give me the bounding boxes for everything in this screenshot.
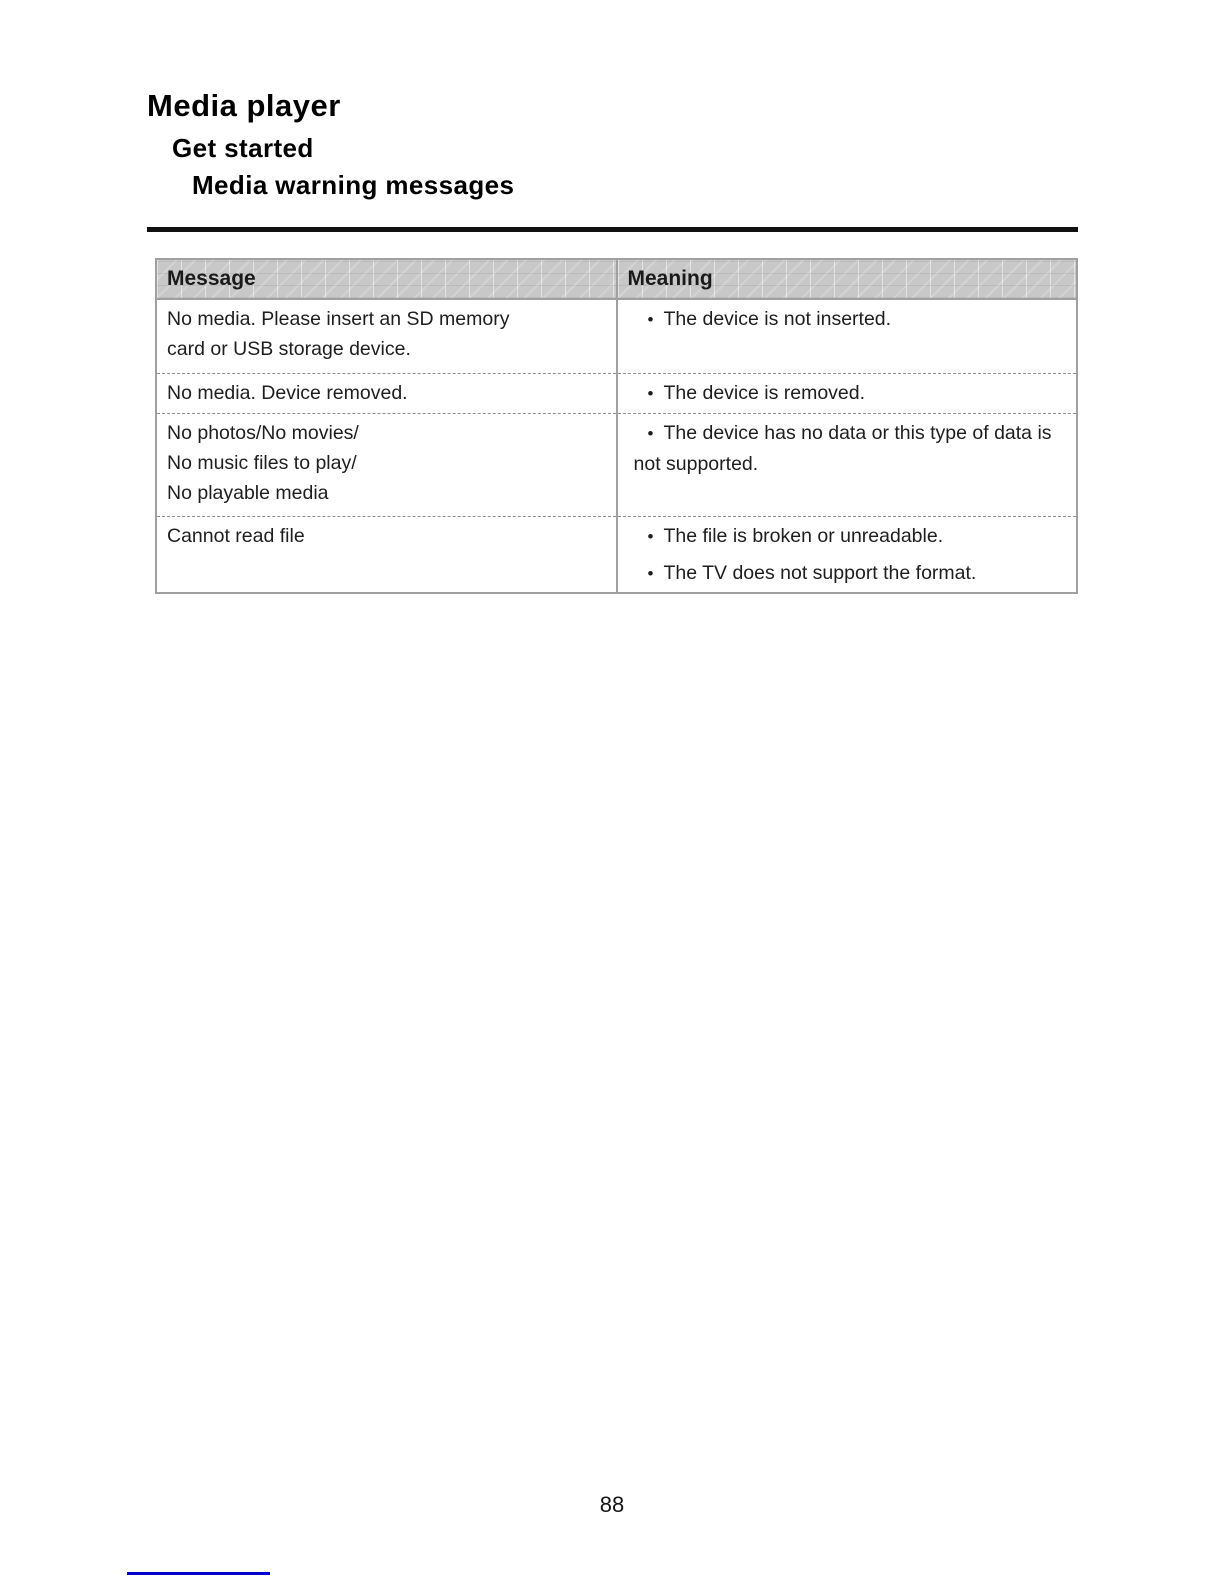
horizontal-rule (147, 227, 1078, 232)
link-underline[interactable] (127, 1572, 270, 1575)
meaning-cell (617, 299, 1078, 373)
meaning-cell (617, 516, 1078, 593)
bullet-icon: • (647, 383, 654, 403)
bullet-icon: • (647, 563, 654, 583)
meaning-cell (617, 413, 1078, 516)
page-title: Media player (147, 88, 341, 123)
meaning-bullet-item: • The device is not inserted. (628, 304, 1067, 335)
table-row (156, 413, 1077, 516)
table-header-row (156, 259, 1077, 299)
message-cell: No media. Device removed. (156, 373, 617, 413)
meaning-cell (617, 373, 1078, 413)
message-table-body (156, 299, 1077, 593)
bullet-icon: • (647, 310, 654, 329)
meaning-bullet-item: • The TV does not support the format. (628, 558, 1067, 589)
message-cell: No media. Please insert an SD memory card or USB storage device. (156, 299, 617, 373)
page-number: 88 (599, 1492, 625, 1517)
bullet-icon: • (647, 526, 654, 546)
message-cell: Cannot read file (156, 516, 617, 593)
column-header-message: Message (156, 259, 617, 299)
meaning-bullet-item: • The device is removed. (628, 378, 1067, 409)
section-title: Get started (172, 133, 314, 163)
table-row (156, 516, 1077, 593)
table-row (156, 373, 1077, 413)
subsection-title: Media warning messages (192, 170, 515, 200)
message-cell: No photos/No movies/ No music files to play/ No playable media (156, 413, 617, 516)
table-row (156, 299, 1077, 373)
column-header-meaning: Meaning (617, 259, 1078, 299)
warning-messages-table (155, 258, 1078, 594)
meaning-bullet-item: • The file is broken or unreadable. (628, 521, 1067, 552)
bullet-icon: • (647, 423, 654, 443)
meaning-bullet-item: • The device has no data or this type of data is not supported. (628, 418, 1067, 479)
